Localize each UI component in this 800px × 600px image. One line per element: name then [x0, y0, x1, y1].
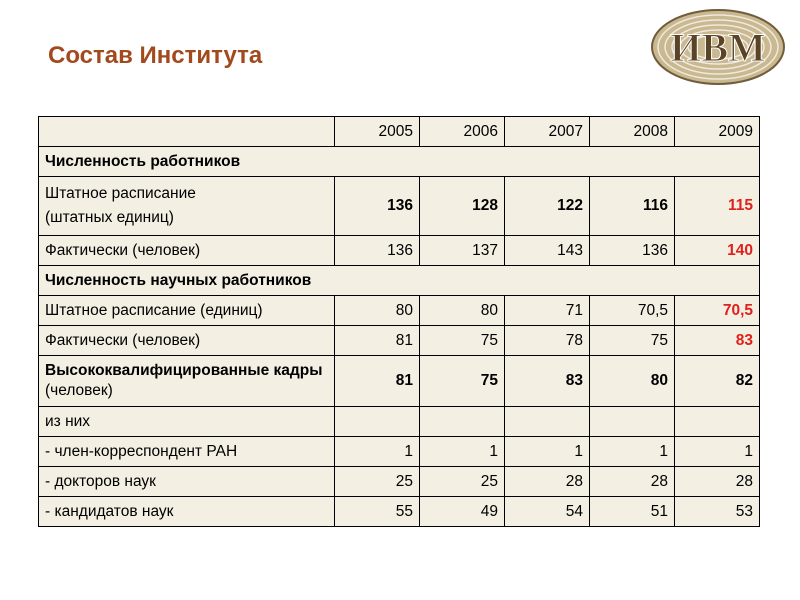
table-cell: 80	[335, 296, 420, 326]
row-label: Штатное расписание (штатных единиц)	[39, 177, 335, 236]
table-cell: 1	[505, 437, 590, 467]
table-cell: 53	[675, 497, 760, 527]
table-cell: 49	[420, 497, 505, 527]
table-cell: 75	[590, 326, 675, 356]
section-title-scientific: Численность научных работников	[39, 266, 760, 296]
table-cell: 75	[420, 326, 505, 356]
institute-logo-icon	[650, 8, 786, 86]
row-label: Фактически (человек)	[39, 236, 335, 266]
table-row	[39, 296, 760, 326]
table-cell: 1	[420, 437, 505, 467]
table-cell: 116	[590, 177, 675, 236]
table-cell: 136	[335, 177, 420, 236]
row-label: - кандидатов наук	[39, 497, 335, 527]
table-cell: 55	[335, 497, 420, 527]
table-cell: 28	[590, 467, 675, 497]
table-cell: 78	[505, 326, 590, 356]
table-cell-highlight: 140	[675, 236, 760, 266]
table-cell: 1	[675, 437, 760, 467]
row-label: из них	[39, 407, 335, 437]
page-title: Состав Института	[48, 42, 263, 69]
table-cell: 143	[505, 236, 590, 266]
table-cell: 28	[505, 467, 590, 497]
section-row	[39, 147, 760, 177]
table-cell: 70,5	[590, 296, 675, 326]
table-cell: 75	[420, 356, 505, 407]
row-label: - докторов наук	[39, 467, 335, 497]
table-cell: 128	[420, 177, 505, 236]
table-cell: 136	[590, 236, 675, 266]
table-row	[39, 236, 760, 266]
table-row	[39, 437, 760, 467]
table-cell	[675, 407, 760, 437]
section-title-staff: Численность работников	[39, 147, 760, 177]
table-cell-highlight: 70,5	[675, 296, 760, 326]
table-row	[39, 497, 760, 527]
table-cell: 54	[505, 497, 590, 527]
row-label: Штатное расписание (единиц)	[39, 296, 335, 326]
table-cell: 80	[590, 356, 675, 407]
table-cell-highlight: 83	[675, 326, 760, 356]
section-row	[39, 266, 760, 296]
table-cell: 82	[675, 356, 760, 407]
header-empty-cell	[39, 117, 335, 147]
table-cell	[590, 407, 675, 437]
year-header: 2009	[675, 117, 760, 147]
table-cell: 83	[505, 356, 590, 407]
table-row	[39, 326, 760, 356]
row-label: Высококвалифицированные кадры (человек)	[39, 356, 335, 407]
table-cell: 136	[335, 236, 420, 266]
table-cell: 81	[335, 356, 420, 407]
row-label: Фактически (человек)	[39, 326, 335, 356]
table-cell	[335, 407, 420, 437]
table-cell: 51	[590, 497, 675, 527]
year-header: 2007	[505, 117, 590, 147]
table-cell: 137	[420, 236, 505, 266]
table-row	[39, 467, 760, 497]
year-header: 2008	[590, 117, 675, 147]
row-label: - член-корреспондент РАН	[39, 437, 335, 467]
table-cell: 1	[590, 437, 675, 467]
table-cell: 71	[505, 296, 590, 326]
staff-table	[38, 116, 760, 527]
table-header-row	[39, 117, 760, 147]
year-header: 2006	[420, 117, 505, 147]
table-cell	[505, 407, 590, 437]
svg-text:ИВМ: ИВМ	[670, 25, 766, 70]
table-cell: 80	[420, 296, 505, 326]
table-cell: 25	[335, 467, 420, 497]
table-cell-highlight: 115	[675, 177, 760, 236]
table-cell: 81	[335, 326, 420, 356]
table-cell	[420, 407, 505, 437]
table-row	[39, 407, 760, 437]
table-cell: 25	[420, 467, 505, 497]
table-cell: 122	[505, 177, 590, 236]
year-header: 2005	[335, 117, 420, 147]
table-row	[39, 177, 760, 236]
table-cell: 28	[675, 467, 760, 497]
table-cell: 1	[335, 437, 420, 467]
table-row	[39, 356, 760, 407]
